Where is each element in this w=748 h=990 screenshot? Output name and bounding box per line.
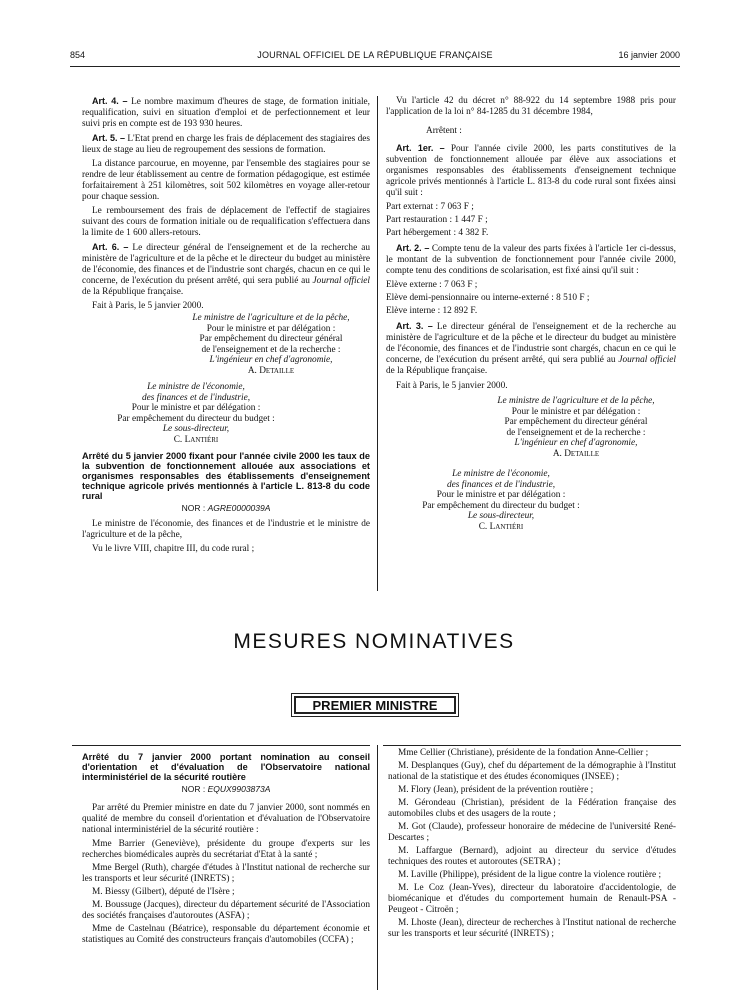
article-1: Art. 1er. – Pour l'année civile 2000, les parts constitutives de la subvention de fonctionnement allouée par élève aux associations et organismes responsables des établissements d'enseignement technique agricole privés mentionnés à l'article L. 813-8 du code rural sont fixées ainsi qu'il suit : xyxy=(386,143,676,198)
article-4: Art. 4. – Le nombre maximum d'heures de stage, de formation initiale, requalification, suivi en situation d'emploi et de perfectionnement et leur suivi pris en compte est de 193 930 heures. xyxy=(82,96,371,129)
list-item: Elève interne : 12 892 F. xyxy=(386,306,478,316)
arretent: Arrêtent : xyxy=(426,126,462,136)
nor-reference: NOR : AGRE0000039A xyxy=(181,503,271,513)
header-rule xyxy=(70,66,680,67)
page-number: 854 xyxy=(70,50,86,60)
fait-a-paris: Fait à Paris, le 5 janvier 2000. xyxy=(92,301,204,311)
premier-ministre-heading: PREMIER MINISTRE xyxy=(294,696,456,714)
list-item: M. Le Coz (Jean-Yves), directeur du laboratoire d'accidentologie, de biomécanique et d'études du comportement humain de Renault-PSA - Peugeot - Citroën ; xyxy=(388,883,676,915)
list-item: Part restauration : 1 447 F ; xyxy=(386,215,488,225)
list-item: M. Desplanques (Guy), chef du département de la démographie à l'Institut national de la statistique et des études économiques (INSEE) ; xyxy=(388,761,676,782)
list-item: M. Boussuge (Jacques), directeur du département sécurité de l'Association des sociétés françaises d'autoroutes (ASFA) ; xyxy=(82,900,370,921)
section-rule-right xyxy=(383,745,681,746)
members-list xyxy=(82,839,370,946)
signature-agriculture: Le ministre de l'agriculture et de la pêche, Pour le ministre et par délégation : Par empêchement du directeur général de l'enseignement et de la recherche : L'ingénieur en chef d'agronomie, A. Detaille xyxy=(497,396,655,459)
issue-date: 16 janvier 2000 xyxy=(618,50,680,60)
list-item: M. Biessy (Gilbert), député de l'Isère ; xyxy=(92,887,235,897)
list-item: Mme Barrier (Geneviève), présidente du groupe d'experts sur les recherches biomédicales auprès du secrétariat d'Etat à la santé ; xyxy=(82,839,370,860)
right-column-bottom xyxy=(388,748,676,942)
left-column-top xyxy=(82,96,370,558)
eleves-list xyxy=(386,280,676,317)
column-divider xyxy=(377,96,378,591)
article-6: Art. 6. – Le directeur général de l'enseignement et de la recherche au ministère de l'agriculture et de la pêche et le directeur du budget au ministère de l'économie, des finances et de l'industrie sont chargés, chacun en ce qui le concerne, de l'exécution du présent arrêté, qui sera publié au Journal officiel de la République française. xyxy=(82,242,370,297)
list-item: Elève demi-pensionnaire ou interne-externé : 8 510 F ; xyxy=(386,293,590,303)
signature-economie: Le ministre de l'économie, des finances et de l'industrie, Pour le ministre et par délégation : Par empêchement du directeur du budget : Le sous-directeur, C. Lantiéri xyxy=(117,382,275,445)
nor-reference: NOR : EQUX9903873A xyxy=(181,784,271,794)
parts-list xyxy=(386,202,676,239)
members-list xyxy=(388,748,676,940)
list-item: M. Flory (Jean), président de la prévention routière ; xyxy=(398,785,594,795)
paragraph-intro: Par arrêté du Premier ministre en date du 7 janvier 2000, sont nommés en qualité de membre du conseil d'orientation et d'évaluation de l'Observatoire national interministériel de la sécurité routière : xyxy=(82,803,370,835)
paragraph-vu-decret: Vu l'article 42 du décret n° 88-922 du 14 septembre 1988 pris pour l'application de la loi n° 84-1285 du 31 décembre 1984, xyxy=(386,96,676,117)
article-2: Art. 2. – Compte tenu de la valeur des parts fixées à l'article 1er ci-dessus, le montant de la subvention de fonctionnement pour l'année civile 2000, compte tenu des conditions de scolarisation, est fixé ainsi qu'il suit : xyxy=(386,243,676,276)
list-item: Mme Bergel (Ruth), chargée d'études à l'Institut national de recherche sur les transports et leur sécurité (INRETS) ; xyxy=(82,863,370,884)
paragraph-remboursement: Le remboursement des frais de déplacement de l'effectif de stagiaires suivant des cours de formation initiale ou de requalification s'effectuera dans la limite de 1 600 allers-retours. xyxy=(82,206,370,238)
article-3: Art. 3. – Le directeur général de l'enseignement et de la recherche au ministère de l'agriculture et de la pêche et le directeur du budget au ministère de l'économie, des finances et de l'industrie sont chargés, chacun en ce qui le concerne, de l'exécution du présent arrêté, qui sera publié au Journal officiel de la République française. xyxy=(386,321,676,376)
list-item: Mme Cellier (Christiane), présidente de la fondation Anne-Cellier ; xyxy=(398,748,649,758)
list-item: Part externat : 7 063 F ; xyxy=(386,202,474,212)
paragraph-vu: Vu le livre VIII, chapitre III, du code rural ; xyxy=(92,544,255,554)
right-column-top xyxy=(386,96,676,532)
page-header xyxy=(70,50,680,64)
left-column-bottom xyxy=(82,752,370,948)
premier-ministre-box xyxy=(291,693,459,717)
list-item: M. Gérondeau (Christian), président de la Fédération française des automobiles clubs et des usagers de la route ; xyxy=(388,798,676,819)
list-item: M. Got (Claude), professeur honoraire de médecine de l'université René-Descartes ; xyxy=(388,822,676,843)
paragraph-ministre: Le ministre de l'économie, des finances et de l'industrie et le ministre de l'agriculture et de la pêche, xyxy=(82,519,370,540)
fait-a-paris: Fait à Paris, le 5 janvier 2000. xyxy=(396,381,508,391)
arrete-nomination-title: Arrêté du 7 janvier 2000 portant nomination au conseil d'orientation et d'évaluation de l'Observatoire national interministériel de la sécurité routière xyxy=(82,752,370,782)
signature-agriculture: Le ministre de l'agriculture et de la pêche, Pour le ministre et par délégation : Par empêchement du directeur général de l'enseignement et de la recherche : L'ingénieur en chef d'agronomie, A. Detaille xyxy=(192,313,350,376)
column-divider-bottom xyxy=(377,745,378,990)
list-item: Mme de Castelnau (Béatrice), responsable du département économie et statistiques au Comité des constructeurs français d'automobiles (CCFA) ; xyxy=(82,924,370,945)
list-item: Elève externe : 7 063 F ; xyxy=(386,280,478,290)
article-5: Art. 5. – L'Etat prend en charge les frais de déplacement des stagiaires des lieux de stage au lieu de regroupement des sessions de formation. xyxy=(82,133,370,155)
list-item: M. Laffargue (Bernard), adjoint au directeur du service d'études techniques des routes et autoroutes (SETRA) ; xyxy=(388,846,676,867)
list-item: M. Laville (Philippe), président de la ligue contre la violence routière ; xyxy=(398,870,662,880)
list-item: M. Lhoste (Jean), directeur de recherches à l'Institut national de recherche sur les transports et leur sécurité (INRETS) ; xyxy=(388,918,676,939)
section-heading-mesures: MESURES NOMINATIVES xyxy=(233,630,515,653)
section-rule-left xyxy=(72,745,370,746)
signature-economie: Le ministre de l'économie, des finances et de l'industrie, Pour le ministre et par délégation : Par empêchement du directeur du budget : Le sous-directeur, C. Lantiéri xyxy=(422,469,580,532)
list-item: Part hébergement : 4 382 F. xyxy=(386,228,489,238)
paragraph-distance: La distance parcourue, en moyenne, par l'ensemble des stagiaires pour se rendre de leur établissement au centre de formation pédagogique, est estimée forfaitairement à 251 kilomètres, soit 502 kilomètres en voyage aller-retour pour chaque session. xyxy=(82,159,370,202)
journal-title: JOURNAL OFFICIEL DE LA RÉPUBLIQUE FRANÇAISE xyxy=(257,50,493,60)
arrete-title: Arrêté du 5 janvier 2000 fixant pour l'année civile 2000 les taux de la subvention de fonctionnement allouée aux associations et organismes responsables des établissements d'enseignement technique agricole privés mentionnés à l'article L. 813-8 du code rural xyxy=(82,451,370,501)
